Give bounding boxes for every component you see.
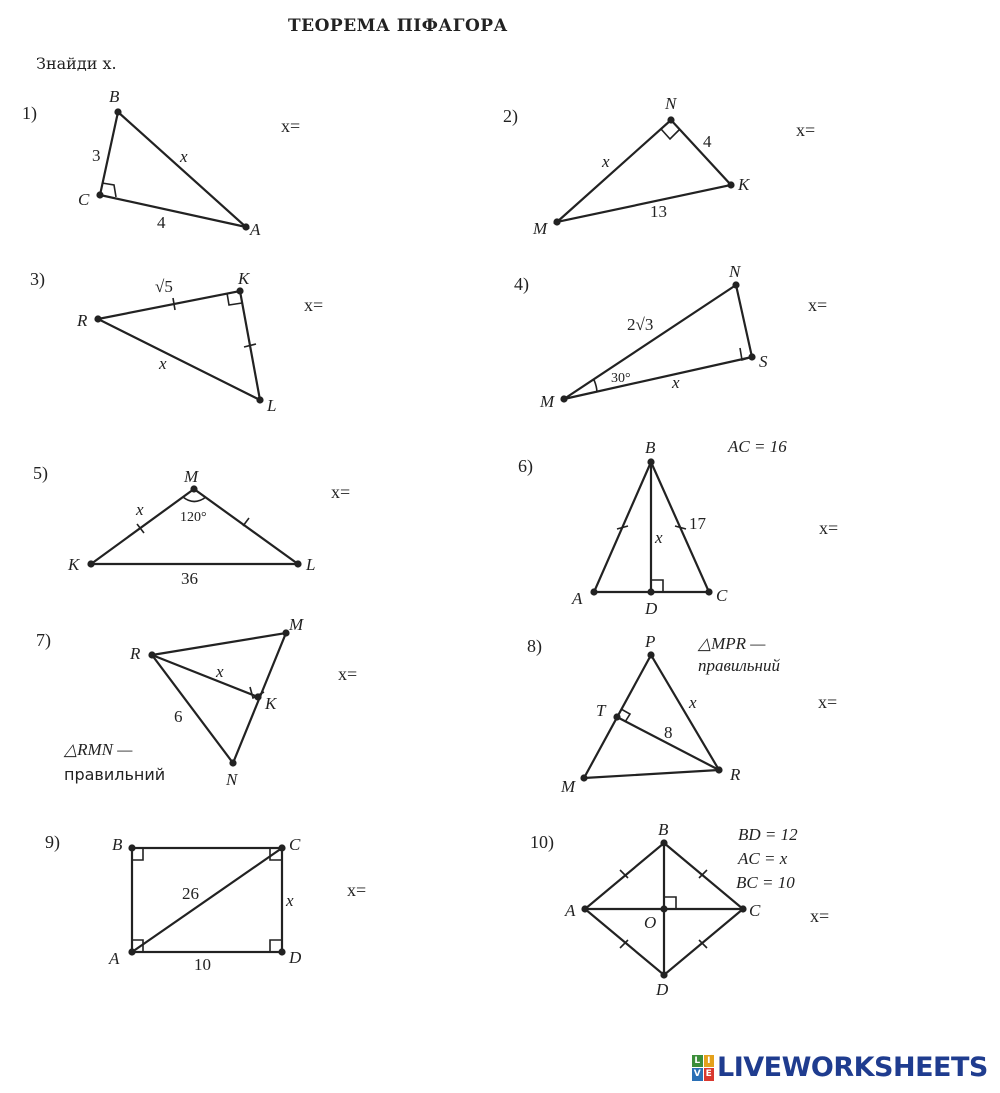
problem-number-6: 6) bbox=[518, 456, 533, 476]
answer-label-5: x= bbox=[331, 482, 351, 502]
problem-number-1: 1) bbox=[22, 103, 37, 123]
problem-number-10: 10) bbox=[530, 832, 554, 852]
fig1-label-c: C bbox=[78, 190, 90, 209]
fig3-label-k: K bbox=[238, 269, 250, 288]
fig5-angle-120: 120° bbox=[180, 510, 207, 525]
problem-number-8: 8) bbox=[527, 636, 542, 656]
fig8-label-r: R bbox=[730, 765, 741, 784]
answer-label-9: x= bbox=[347, 880, 367, 900]
logo-text: LIVEWORKSHEETS bbox=[717, 1052, 988, 1083]
logo-mark-tile: V bbox=[693, 1069, 701, 1079]
fig4-side-x: x bbox=[672, 373, 680, 392]
fig8-label-p: P bbox=[645, 632, 656, 651]
fig2-label-k: K bbox=[738, 175, 750, 194]
fig8-label-m: M bbox=[561, 777, 576, 796]
logo-mark-icon bbox=[692, 1055, 714, 1081]
answer-label-1: x= bbox=[281, 116, 301, 136]
fig8-side-8: 8 bbox=[664, 723, 673, 742]
fig7-label-n: N bbox=[226, 770, 238, 789]
fig8-label-t: T bbox=[596, 701, 606, 720]
fig10-label-d: D bbox=[656, 980, 669, 999]
fig6-height-x: x bbox=[655, 528, 663, 547]
fig2-side-4: 4 bbox=[703, 132, 712, 151]
fig7-label-m: M bbox=[289, 615, 304, 634]
answer-label-4: x= bbox=[808, 295, 828, 315]
instruction-text: Знайди x. bbox=[36, 54, 117, 73]
fig9-label-b: B bbox=[112, 835, 123, 854]
figure-4-triangle-nms bbox=[539, 262, 768, 411]
answer-label-3: x= bbox=[304, 295, 324, 315]
fig7-label-r: R bbox=[130, 644, 141, 663]
fig9-side-x: x bbox=[286, 891, 294, 910]
figure-2-triangle-nmk bbox=[532, 94, 751, 238]
worksheet-title: ТЕОРЕМА ПІФАГОРА bbox=[288, 16, 508, 36]
problem-10-note-line2: AC = x bbox=[738, 849, 788, 868]
fig9-diagonal-26: 26 bbox=[182, 884, 199, 903]
figure-10-rhombus-abcd bbox=[564, 820, 761, 999]
fig9-label-c: C bbox=[289, 835, 301, 854]
answer-label-7: x= bbox=[338, 664, 358, 684]
fig6-label-d: D bbox=[645, 599, 658, 618]
problem-number-5: 5) bbox=[33, 463, 48, 483]
answer-label-6: x= bbox=[819, 518, 839, 538]
problem-6-note: AC = 16 bbox=[728, 437, 787, 456]
figure-9-rectangle-bcda bbox=[108, 835, 302, 974]
problem-7-note-line2: правильний bbox=[64, 765, 166, 784]
fig3-label-l: L bbox=[267, 396, 277, 415]
problem-10-note-line1: BD = 12 bbox=[738, 825, 798, 844]
fig1-label-b: B bbox=[109, 87, 120, 106]
problem-7-note-line1: △RMN — bbox=[64, 740, 133, 759]
logo-mark-tile: I bbox=[704, 1055, 715, 1068]
fig5-side-x: x bbox=[136, 500, 144, 519]
fig8-side-x: x bbox=[689, 693, 697, 712]
fig7-label-k: K bbox=[265, 694, 277, 713]
fig7-side-6: 6 bbox=[174, 707, 183, 726]
figure-7-triangle-rmn bbox=[129, 615, 304, 789]
fig1-side-x: x bbox=[180, 147, 188, 166]
logo-mark-tile: E bbox=[704, 1068, 715, 1081]
answer-label-2: x= bbox=[796, 120, 816, 140]
fig2-label-m: M bbox=[533, 219, 548, 238]
fig5-label-k: K bbox=[68, 555, 80, 574]
problem-8-note-line1: △MPR — bbox=[698, 634, 766, 653]
fig5-label-m: M bbox=[184, 467, 199, 486]
problem-number-2: 2) bbox=[503, 106, 518, 126]
fig6-side-17: 17 bbox=[689, 514, 706, 533]
fig6-label-c: C bbox=[716, 586, 728, 605]
problem-number-7: 7) bbox=[36, 630, 51, 650]
problem-10-note-line3: BC = 10 bbox=[736, 873, 795, 892]
answer-label-8: x= bbox=[818, 692, 838, 712]
fig3-side-root5: √5 bbox=[155, 277, 173, 296]
answer-label-10: x= bbox=[810, 906, 830, 926]
fig10-label-o: O bbox=[644, 913, 657, 932]
fig4-label-m: M bbox=[540, 392, 555, 411]
problem-number-3: 3) bbox=[30, 269, 45, 289]
fig4-angle-30: 30° bbox=[611, 371, 631, 386]
fig10-label-c: C bbox=[749, 901, 761, 920]
fig2-side-13: 13 bbox=[650, 202, 667, 221]
figure-3-triangle-rkl bbox=[76, 269, 276, 415]
figure-5-triangle-mkl bbox=[67, 467, 315, 588]
fig9-side-10: 10 bbox=[194, 955, 211, 974]
fig9-label-a: A bbox=[109, 949, 120, 968]
fig4-label-s: S bbox=[759, 352, 768, 371]
fig1-side-4: 4 bbox=[157, 213, 166, 232]
fig3-label-r: R bbox=[77, 311, 88, 330]
problem-8-note-line2: правильний bbox=[698, 656, 780, 675]
liveworksheets-logo bbox=[692, 1052, 988, 1083]
fig10-label-a: A bbox=[565, 901, 576, 920]
figure-8-triangle-mpr bbox=[560, 632, 741, 796]
fig5-label-l: L bbox=[306, 555, 316, 574]
fig7-side-x: x bbox=[216, 662, 224, 681]
problem-number-4: 4) bbox=[514, 274, 529, 294]
figure-6-triangle-bac bbox=[571, 438, 728, 618]
fig9-label-d: D bbox=[289, 948, 302, 967]
fig10-label-b: B bbox=[658, 820, 669, 839]
problem-number-9: 9) bbox=[45, 832, 60, 852]
fig5-side-36: 36 bbox=[181, 569, 198, 588]
fig3-side-x: x bbox=[159, 354, 167, 373]
fig4-side-2root3: 2√3 bbox=[627, 315, 654, 334]
fig2-label-n: N bbox=[665, 94, 677, 113]
fig6-label-a: A bbox=[572, 589, 583, 608]
fig2-side-x: x bbox=[602, 152, 610, 171]
figure-1-triangle-bca bbox=[78, 87, 261, 239]
logo-mark-tile: L bbox=[692, 1055, 703, 1068]
fig4-label-n: N bbox=[729, 262, 741, 281]
fig1-side-3: 3 bbox=[92, 146, 101, 165]
fig6-label-b: B bbox=[645, 438, 656, 457]
fig1-label-a: A bbox=[250, 220, 261, 239]
